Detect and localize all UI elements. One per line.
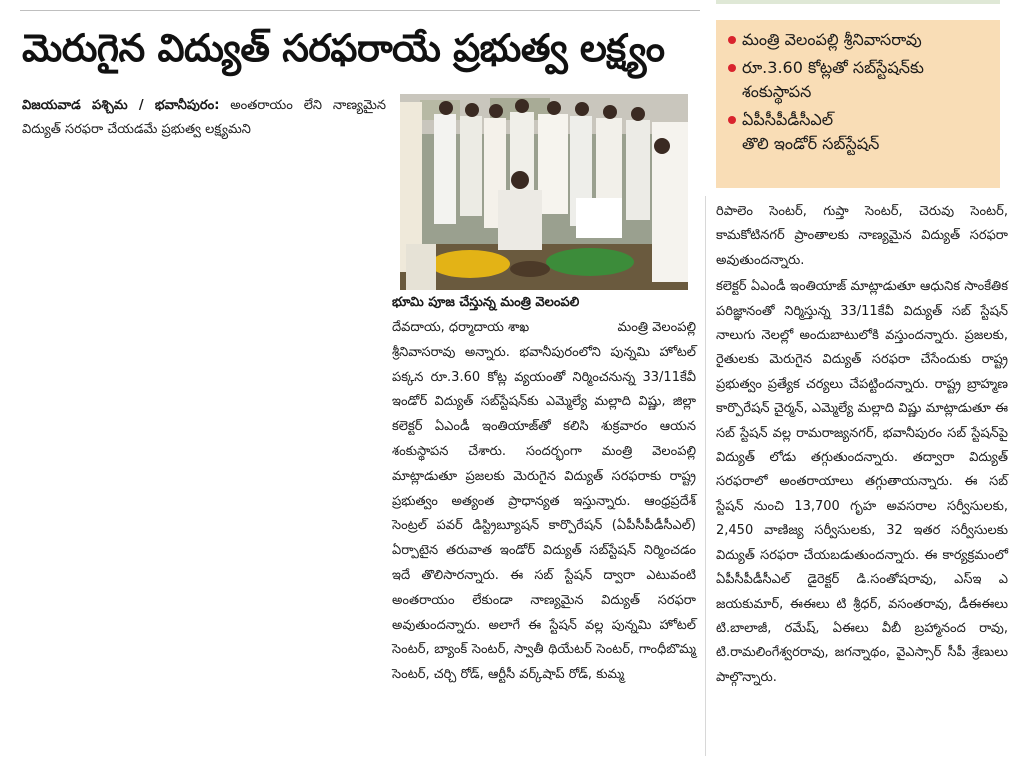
headline: మెరుగైన విద్యుత్ సరఫరాయే ప్రభుత్వ లక్ష్యం [22,26,665,70]
text-fragment: మంత్రి వెలంపల్లి [617,320,696,335]
highlight-text: రూ.3.60 కోట్లతో సబ్‌స్టేషన్‌కు శంకుస్థాపన [742,58,924,101]
article-column-middle [392,316,696,688]
top-rule [20,10,700,11]
highlights-box [716,20,1000,188]
highlight-text: మంత్రి వెలంపల్లి శ్రీనివాసరావు [742,30,922,49]
body-paragraph: శ్రీనివాసరావు అన్నారు. భవానీపురంలోని పున్నమి హోటల్ పక్కన రూ.3.60 కోట్ల వ్యయంతో నిర్మించనున్న 33/11కేవీ ఇండోర్ విద్యుత్ సబ్‌స్టేషన్‌కు ఎమ్మెల్యే మల్లాది విష్ణు, జిల్లా కలెక్టర్ ఏఎండీ ఇంతియాజ్‌తో కలిసి శుక్రవారం ఆయన శంకుస్థాపన చేశారు. సందర్భంగా మంత్రి వెలంపల్లి మాట్లాడుతూ ప్రజలకు మెరుగైన విద్యుత్ సరఫరాకు రాష్ట్ర ప్రభుత్వం అత్యంత ప్రాధాన్యత ఇస్తున్నారు. ఆంధ్రప్రదేశ్ సెంట్రల్ పవర్ డిస్ట్రిబ్యూషన్ కార్పొరేషన్ (ఏపీసీపీడీసీఎల్) ఏర్పాటైన తరువాత ఇండోర్ విద్యుత్ సబ్‌స్టేషన్ నిర్మించడం ఇదే తొలిసారన్నారు. ఈ సబ్ స్టేషన్ ద్వారా ఎటువంటి అంతరాయం లేకుండా నాణ్యమైన విద్యుత్ సరఫరా అవుతుందన్నారు. అలాగే ఈ స్టేషన్ వల్ల పున్నమి హోటల్ సెంటర్, బ్యాంక్ సెంటర్, స్వాతీ థియేటర్ సెంటర్, గాంధీబొమ్మ సెంటర్, చర్చి రోడ్, ఆర్టీసీ వర్క్‌షాప్ రోడ్, కుమ్మ [392,344,696,683]
lead-paragraph [22,94,386,142]
photo-caption: భూమి పూజ చేస్తున్న మంత్రి వెలంపలి [392,295,580,310]
highlight-item [726,56,992,104]
highlight-text: ఏపీసీపీడీసీఎల్ తొలి ఇండోర్ సబ్‌స్టేషన్ [742,110,880,153]
bullet-icon [728,36,736,44]
bullet-icon [728,64,736,72]
photo-illustration [400,94,688,290]
top-rule-accent [716,0,1000,4]
dateline: విజయవాడ పశ్చిమ / భవానీపురం: [22,98,220,113]
column-divider [705,196,706,756]
bullet-icon [728,116,736,124]
highlight-item [726,108,992,156]
highlight-item [726,28,992,52]
body-paragraph: రిపాలెం సెంటర్, గుప్తా సెంటర్, చెరువు సెంటర్, కామకోటినగర్ ప్రాంతాలకు నాణ్యమైన విద్యుత్ సరఫరా అవుతుందన్నారు. [716,204,1008,268]
article-column-right [716,200,1008,690]
news-photo [400,94,688,290]
text-fragment: దేవదాయ, ధర్మాదాయ శాఖ [392,320,530,335]
body-paragraph: కలెక్టర్ ఏఎండీ ఇంతియాజ్ మాట్లాడుతూ ఆధునిక సాంకేతిక పరిజ్ఞానంతో నిర్మిస్తున్న 33/11కేవీ విద్యుత్ సబ్ స్టేషన్ నాలుగు నెలల్లో అందుబాటులోకి వస్తుందన్నారు. ప్రజలకు, రైతులకు మెరుగైన విద్యుత్ సరఫరా చేసేందుకు రాష్ట్ర ప్రభుత్వం ప్రత్యేక చర్యలు చేపట్టిందన్నారు. రాష్ట్ర బ్రాహ్మణ కార్పొరేషన్ చైర్మన్, ఎమ్మెల్యే మల్లాది విష్ణు మాట్లాడుతూ ఈ సబ్ స్టేషన్ వల్ల రామరాజ్యనగర్, భవానీపురం సబ్ స్టేషన్‌పై విద్యుత్ లోడు తగ్గుతుందన్నారు. తద్వారా విద్యుత్ సరఫరాలో అంతరాయాలు తగ్గుతాయన్నారు. ఈ సబ్ స్టేషన్ నుంచి 13,700 గృహ అవసరాల సర్వీసులకు, 2,450 వాణిజ్య సర్వీసులకు, 32 ఇతర సర్వీసులకు విద్యుత్ సరఫరా చేయబడుతుందన్నారు. ఈ కార్యక్రమంలో ఏపీసీపీడీసీఎల్ డైరెక్టర్ డి.సంతోషరావు, ఎస్ఇ ఎ జయకుమార్, ఈఈలు టి శ్రీధర్, వసంతరావు, డీఈఈలు టి.బాలాజీ, రమేష్, ఏఈలు వీబీ బ్రహ్మానంద రావు, టి.రామలింగేశ్వరరావు, జగన్నాథం, వైఎస్సార్ సీపీ శ్రేణులు పాల్గొన్నారు. [716,279,1008,685]
lead-text: అంతరాయం లేని నాణ్యమైన విద్యుత్ సరఫరా చేయడమే ప్రభుత్వ లక్ష్యమని [22,98,386,137]
column-first-line [392,316,696,341]
